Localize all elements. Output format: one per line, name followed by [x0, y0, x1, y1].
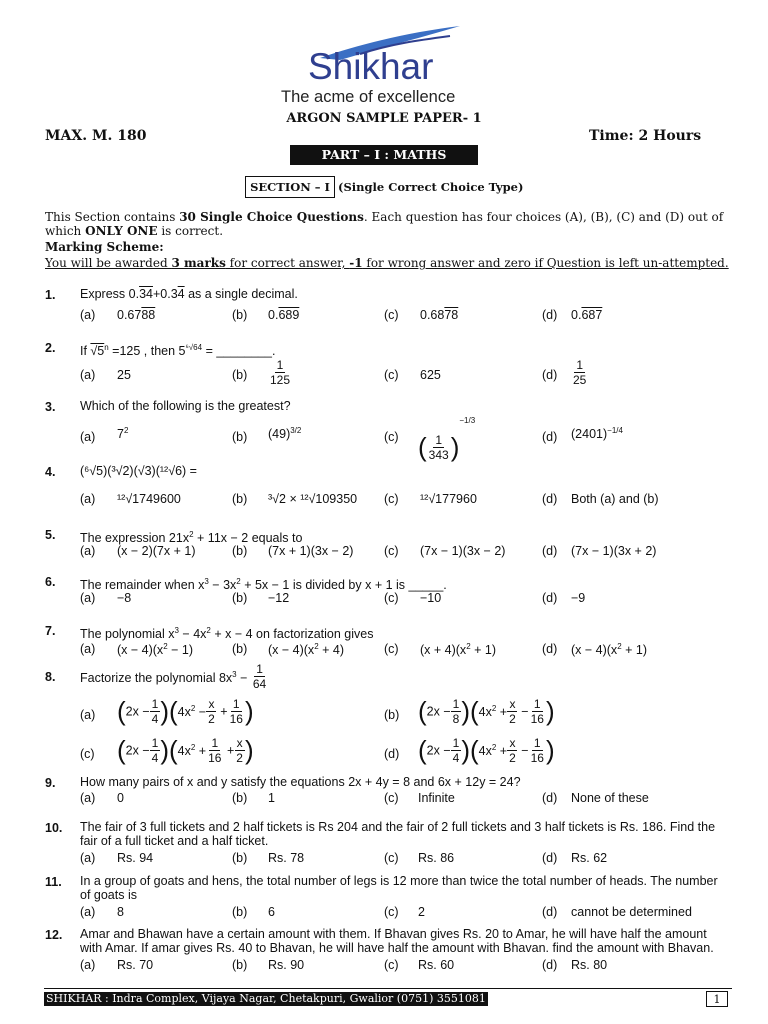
- question-text: Which of the following is the greatest?: [80, 399, 291, 413]
- logo-wordmark: Shikhar: [308, 46, 434, 87]
- marking-scheme-text: You will be awarded 3 marks for correct answer, -1 for wrong answer and zero if Question is left un-attempted.: [45, 256, 729, 270]
- option-value: $(2401)^{-1/4}$: [571, 426, 623, 442]
- option-value: Rs. 60: [418, 958, 455, 972]
- option-value: 1: [268, 791, 275, 805]
- instructions-line-2: which ONLY ONE is correct.: [45, 224, 224, 238]
- option-label: (d): [542, 958, 558, 972]
- option-value: (2x − $\frac{1}{8}$ )($4x^2$ + $\frac{x}{2}$ − $\frac{1}{16}$ ): [418, 696, 555, 726]
- option-label: (c): [384, 958, 399, 972]
- option-label: (d): [542, 591, 558, 605]
- question-number: 11.: [45, 875, 62, 889]
- option-value: $(x - 4)(x^2 - 1)$: [117, 642, 194, 658]
- option-value: ³√2 × ¹²√109350: [268, 492, 358, 506]
- option-value: $(49)^{3/2}$: [268, 426, 302, 442]
- option-value: (2x − $\frac{1}{4}$ )($4x^2$ + $\frac{1}{16}$ + $\frac{x}{2}$ ): [117, 735, 254, 765]
- marking-scheme-title: Marking Scheme:: [45, 240, 164, 254]
- option-value: (2x − $\frac{1}{4}$ )($4x^2$ − $\frac{x}{2}$ + $\frac{1}{16}$ ): [117, 696, 254, 726]
- option-value: −8: [117, 591, 132, 605]
- option-label: (c): [384, 492, 399, 506]
- question-text: Factorize the polynomial $8x^3$ − $\frac{1}{64}$: [80, 662, 267, 691]
- option-label: (d): [542, 544, 558, 558]
- logo-tagline: The acme of excellence: [281, 88, 456, 106]
- option-value: ( $\frac{1}{343}$ )$^{-1/3}$: [418, 416, 476, 463]
- question-number: 4.: [45, 465, 56, 479]
- option-value: cannot be determined: [571, 905, 692, 919]
- option-label: (d): [542, 368, 558, 382]
- max-marks: MAX. M. 180: [45, 128, 147, 144]
- option-label: (d): [542, 308, 558, 322]
- question-text-line-2: with Amar. If amar gives Rs. 40 to Bhavan, he will have half the amount with Bhavan. find the amount with Bhavan.: [80, 941, 714, 955]
- option-value: (7x − 1)(3x + 2): [571, 544, 657, 558]
- option-value: 0.687: [571, 308, 603, 322]
- question-text: (⁶√5)(³√2)(√3)(¹²√6) =: [80, 464, 197, 478]
- option-label: (c): [384, 905, 399, 919]
- option-label: (b): [232, 368, 248, 382]
- part-banner: PART – I : MATHS: [290, 145, 478, 165]
- option-label: (a): [80, 492, 96, 506]
- option-value: Infinite: [418, 791, 455, 805]
- option-value: $\frac{1}{125}$: [270, 358, 291, 387]
- option-label: (c): [384, 308, 399, 322]
- option-label: (d): [542, 791, 558, 805]
- section-type: (Single Correct Choice Type): [338, 180, 524, 194]
- option-value: 25: [117, 368, 131, 382]
- instructions-line-1: This Section contains 30 Single Choice Questions. Each question has four choices (A), (B), (C) and (D) out of: [45, 210, 724, 224]
- footer-address: SHIKHAR : Indra Complex, Vijaya Nagar, Chetakpuri, Gwalior (0751) 3551081: [46, 992, 486, 1005]
- option-label: (d): [542, 430, 558, 444]
- option-value: (7x + 1)(3x − 2): [268, 544, 354, 558]
- option-label: (c): [384, 642, 399, 656]
- option-label: (b): [232, 308, 248, 322]
- question-text-line-1: In a group of goats and hens, the total number of legs is 12 more than twice the total number of heads. The number: [80, 874, 718, 888]
- option-value: 0.6878: [420, 308, 459, 322]
- question-number: 9.: [45, 776, 56, 790]
- page-number: 1: [706, 991, 728, 1007]
- question-number: 5.: [45, 528, 56, 542]
- option-label: (b): [232, 492, 248, 506]
- question-number: 12.: [45, 928, 63, 942]
- option-label: (a): [80, 642, 96, 656]
- option-label: (c): [384, 368, 399, 382]
- question-text-line-2: fair of a full ticket and a half ticket.: [80, 834, 269, 848]
- question-text-line-2: of goats is: [80, 888, 137, 902]
- option-label: (a): [80, 851, 96, 865]
- option-value: 8: [117, 905, 124, 919]
- option-value: −12: [268, 591, 290, 605]
- option-label: (c): [384, 544, 399, 558]
- question-number: 7.: [45, 624, 56, 638]
- option-value: Rs. 62: [571, 851, 608, 865]
- option-value: 625: [420, 368, 441, 382]
- option-label: (a): [80, 368, 96, 382]
- option-value: $(x + 4)(x^2 + 1)$: [420, 642, 497, 658]
- option-value: −10: [420, 591, 442, 605]
- option-value: Rs. 94: [117, 851, 154, 865]
- question-text: The expression $21x^2 + 11x - 2$ equals to: [80, 530, 303, 546]
- option-value: (2x − $\frac{1}{4}$ )($4x^2$ + $\frac{x}{2}$ − $\frac{1}{16}$ ): [418, 735, 555, 765]
- option-value: None of these: [571, 791, 649, 805]
- option-label: (c): [384, 851, 399, 865]
- option-label: (c): [384, 791, 399, 805]
- option-value: Rs. 80: [571, 958, 608, 972]
- question-text: The polynomial $x^3 - 4x^2 + x - 4$ on factorization gives: [80, 626, 374, 642]
- question-text: Express 0.34+0.34 as a single decimal.: [80, 287, 298, 301]
- option-label: (a): [80, 905, 96, 919]
- option-label: (a): [80, 430, 96, 444]
- question-number: 2.: [45, 341, 56, 355]
- option-label: (c): [384, 591, 399, 605]
- option-label: (a): [80, 708, 96, 722]
- question-text: If $√5^n =125$ , then $5^{^6√64}$ = ________.: [80, 343, 276, 359]
- option-label: (d): [542, 905, 558, 919]
- option-label: (b): [232, 905, 248, 919]
- question-number: 3.: [45, 400, 56, 414]
- option-value: Both (a) and (b): [571, 492, 659, 506]
- option-label: (d): [384, 747, 400, 761]
- option-value: 0.689: [268, 308, 300, 322]
- option-value: (x − 2)(7x + 1): [117, 544, 196, 558]
- option-label: (a): [80, 591, 96, 605]
- option-label: (b): [232, 642, 248, 656]
- option-value: (7x − 1)(3x − 2): [420, 544, 506, 558]
- option-value: Rs. 78: [268, 851, 305, 865]
- footer-divider: [44, 988, 732, 989]
- question-text-line-1: Amar and Bhawan have a certain amount with them. If Bhavan gives Rs. 20 to Amar, he will have half the amount: [80, 927, 707, 941]
- question-text: The remainder when $x^3 - 3x^2 + 5x - 1$ is divided by x + 1 is _____.: [80, 577, 447, 593]
- option-label: (b): [232, 958, 248, 972]
- option-label: (c): [384, 430, 399, 444]
- option-label: (b): [232, 791, 248, 805]
- option-value: $(x - 4)(x^2 + 1)$: [571, 642, 648, 658]
- option-value: Rs. 70: [117, 958, 154, 972]
- option-label: (d): [542, 642, 558, 656]
- option-value: 6: [268, 905, 275, 919]
- option-label: (a): [80, 958, 96, 972]
- option-label: (b): [232, 544, 248, 558]
- option-label: (b): [232, 591, 248, 605]
- option-value: $7^2$: [117, 426, 129, 442]
- option-label: (d): [542, 851, 558, 865]
- option-value: $(x - 4)(x^2 + 4)$: [268, 642, 345, 658]
- option-label: (b): [384, 708, 400, 722]
- option-value: Rs. 86: [418, 851, 455, 865]
- option-label: (b): [232, 430, 248, 444]
- option-label: (a): [80, 791, 96, 805]
- section-label: SECTION – I: [245, 176, 335, 198]
- option-label: (d): [542, 492, 558, 506]
- option-value: 0: [117, 791, 124, 805]
- question-number: 6.: [45, 575, 56, 589]
- question-text-line-1: The fair of 3 full tickets and 2 half tickets is Rs 204 and the fair of 2 full tickets and 3 half tickets is Rs. 186. Find the: [80, 820, 716, 834]
- option-label: (a): [80, 544, 96, 558]
- question-number: 10.: [45, 821, 63, 835]
- option-value: ¹²√1749600: [117, 492, 181, 506]
- question-number: 8.: [45, 670, 56, 684]
- option-value: −9: [571, 591, 586, 605]
- option-value: 2: [418, 905, 425, 919]
- option-label: (c): [80, 747, 95, 761]
- option-value: $\frac{1}{25}$: [573, 358, 587, 387]
- option-label: (a): [80, 308, 96, 322]
- option-value: ¹²√177960: [420, 492, 477, 506]
- option-label: (b): [232, 851, 248, 865]
- paper-title: ARGON SAMPLE PAPER- 1: [286, 111, 482, 126]
- option-value: Rs. 90: [268, 958, 305, 972]
- question-text: How many pairs of x and y satisfy the equations 2x + 4y = 8 and 6x + 12y = 24?: [80, 775, 521, 789]
- question-number: 1.: [45, 288, 56, 302]
- time-limit: Time: 2 Hours: [589, 128, 702, 144]
- option-value: 0.6788: [117, 308, 156, 322]
